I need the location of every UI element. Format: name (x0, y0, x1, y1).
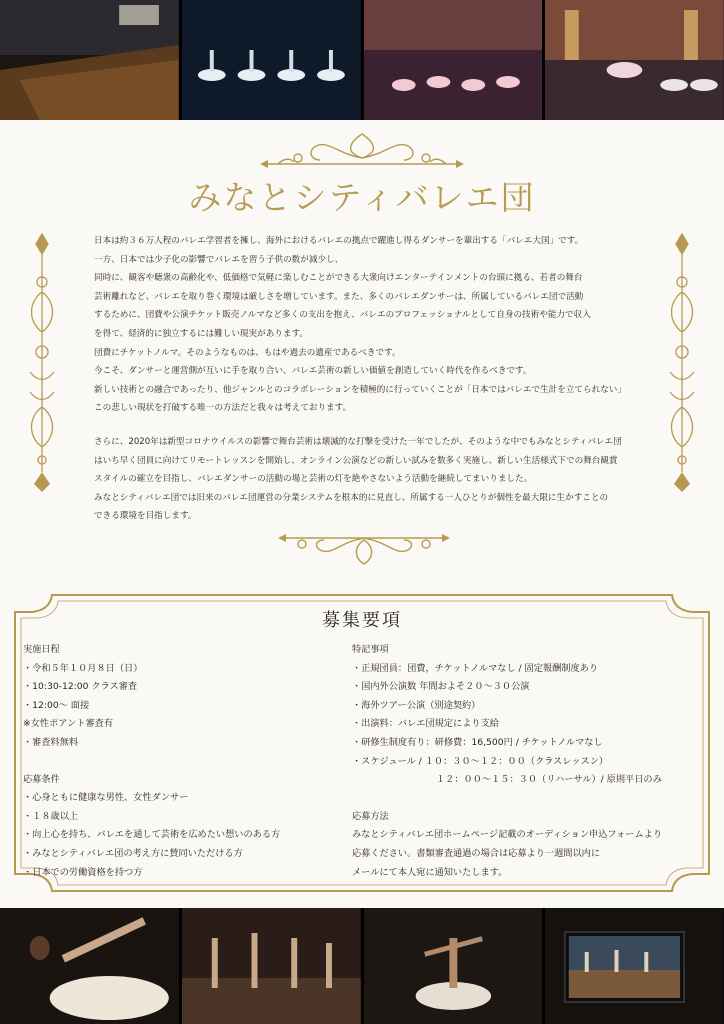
top-photo-strip (0, 0, 724, 120)
method-heading: 応募方法 (352, 810, 389, 822)
stage-photo (0, 0, 179, 120)
note-item: ・スケジュール / １０：３０～１２：００（クラスレッスン） (352, 755, 609, 767)
bottom-ornament (276, 526, 452, 566)
bottom-photo-strip (0, 908, 724, 1024)
ballet-duet-photo (545, 0, 724, 120)
intro-line: 今こそ、ダンサーと運営側が互いに手を取り合い、バレエ芸術の新しい価値を創造していく時代を作るべきです。 (94, 366, 532, 377)
intro-line: 芸術離れなど、バレエを取り巻く環境は厳しさを増しています。また、多くのバレエダンサーは、所属しているバレエ団で活動 (94, 291, 584, 302)
schedule-item: ・令和５年１０月８日（日） (23, 662, 143, 674)
condition-item: ・日本での労働資格を持つ方 (23, 866, 143, 878)
intro-line: 新しい技術との融合であったり、他ジャンルとのコラボレーションを積極的に行っていくことが「日本ではバレエで生計を立てられない」 (94, 384, 626, 395)
ballerina-stretch-photo (0, 908, 179, 1024)
intro-line: みなとシティバレエ団では旧来のバレエ団運営の分業システムを根本的に見直し、所属する一人ひとりが個性を最大限に生かすことの (94, 492, 609, 503)
method-line: 応募ください。書類審査通過の場合は応募より一週間以内に (352, 847, 601, 859)
recruitment-left-column (23, 641, 343, 882)
note-item: ・正規団員：団費，チケットノルマなし / 固定報酬制度あり (352, 662, 599, 674)
schedule-item: ※女性ポアント審査有 (23, 718, 114, 730)
note-item: ・研修生制度有り：研修費：16,500円 / チケットノルマなし (352, 736, 603, 748)
intro-text (94, 232, 634, 526)
note-item: ・出演料：バレエ団規定により支給 (352, 718, 499, 730)
intro-line: を得て、経済的に独立するには難しい現実があります。 (94, 328, 308, 339)
condition-item: ・心身ともに健康な男性、女性ダンサー (23, 792, 189, 804)
recruitment-right-column (352, 641, 712, 882)
studio-monitor-photo (545, 908, 724, 1024)
intro-line: スタイルの確立を目指し、バレエダンサーの活動の場と芸術の灯を絶やさないよう活動を継続してまいりました。 (94, 474, 533, 485)
intro-line: 一方、日本では少子化の影響でバレエを習う子供の数が減少し、 (94, 254, 344, 265)
note-schedule-continued: １２：００～１５：３０（リハーサル）/ 原則平日のみ (436, 774, 662, 786)
intro-line: するために、団費や公演チケット販売ノルマなど多くの支出を抱え、バレエのプロフェッショナルとして自身の技術や能力で収入 (94, 310, 591, 321)
top-ornament (258, 128, 466, 172)
intro-line: 日本は約３６万人程のバレエ学習者を擁し、海外におけるバレエの拠点で躍進し得るダンサーを輩出する「バレエ大国」です。 (94, 236, 584, 246)
schedule-item: ・審査料無料 (23, 736, 79, 748)
rehearsal-photo (182, 908, 361, 1024)
right-side-ornament (664, 232, 700, 494)
condition-item: ・みなとシティバレエ団の考え方に賛同いただける方 (23, 847, 243, 859)
intro-line: 同時に、観客や聴衆の高齢化や、低価格で気軽に楽しむことができる大衆向けエンターテインメントの台頭に拠る、若者の舞台 (94, 273, 583, 284)
schedule-item: ・10:30-12:00 クラス審査 (23, 681, 138, 693)
ballerinas-pink-photo (364, 0, 543, 120)
intro-line: この悲しい現状を打破する唯一の方法だと我々は考えております。 (94, 403, 352, 414)
page-title: みなとシティバレエ団 (188, 178, 536, 217)
left-side-ornament (24, 232, 60, 494)
dancer-pose-photo (364, 908, 543, 1024)
note-item: ・国内外公演数 年間およそ２０～３０公演 (352, 681, 530, 693)
intro-line: できる環境を目指します。 (94, 511, 197, 522)
schedule-item: ・12:00～ 面接 (23, 699, 90, 711)
method-line: メールにて本人宛に通知いたします。 (352, 866, 508, 878)
condition-item: ・１８歳以上 (23, 810, 79, 822)
conditions-heading: 応募条件 (23, 773, 60, 785)
intro-line: はいち早く団員に向けてリモートレッスンを開始し、オンライン公演などの新しい試みを数多く実施し、新しい生活様式下での舞台観賞 (94, 455, 618, 466)
note-item: ・海外ツアー公演（別途契約） (352, 699, 481, 711)
notes-heading: 特記事項 (352, 644, 389, 655)
schedule-heading: 実施日程 (23, 644, 60, 655)
intro-line: 団費にチケットノルマ。そのようなものは、もはや過去の遺産であるべきです。 (94, 347, 401, 358)
recruitment-title: 募集要項 (322, 610, 402, 631)
condition-item: ・向上心を持ち、バレエを通して芸術を広めたい想いのある方 (23, 829, 281, 841)
ballerinas-white-photo (182, 0, 361, 120)
method-line: みなとシティバレエ団ホームページ記載のオーディション申込フォームより (352, 829, 663, 841)
intro-line: さらに、2020年は新型コロナウイルスの影響で舞台芸術は壊滅的な打撃を受けた一年でしたが、そのような中でもみなとシティバレエ団 (94, 436, 622, 447)
